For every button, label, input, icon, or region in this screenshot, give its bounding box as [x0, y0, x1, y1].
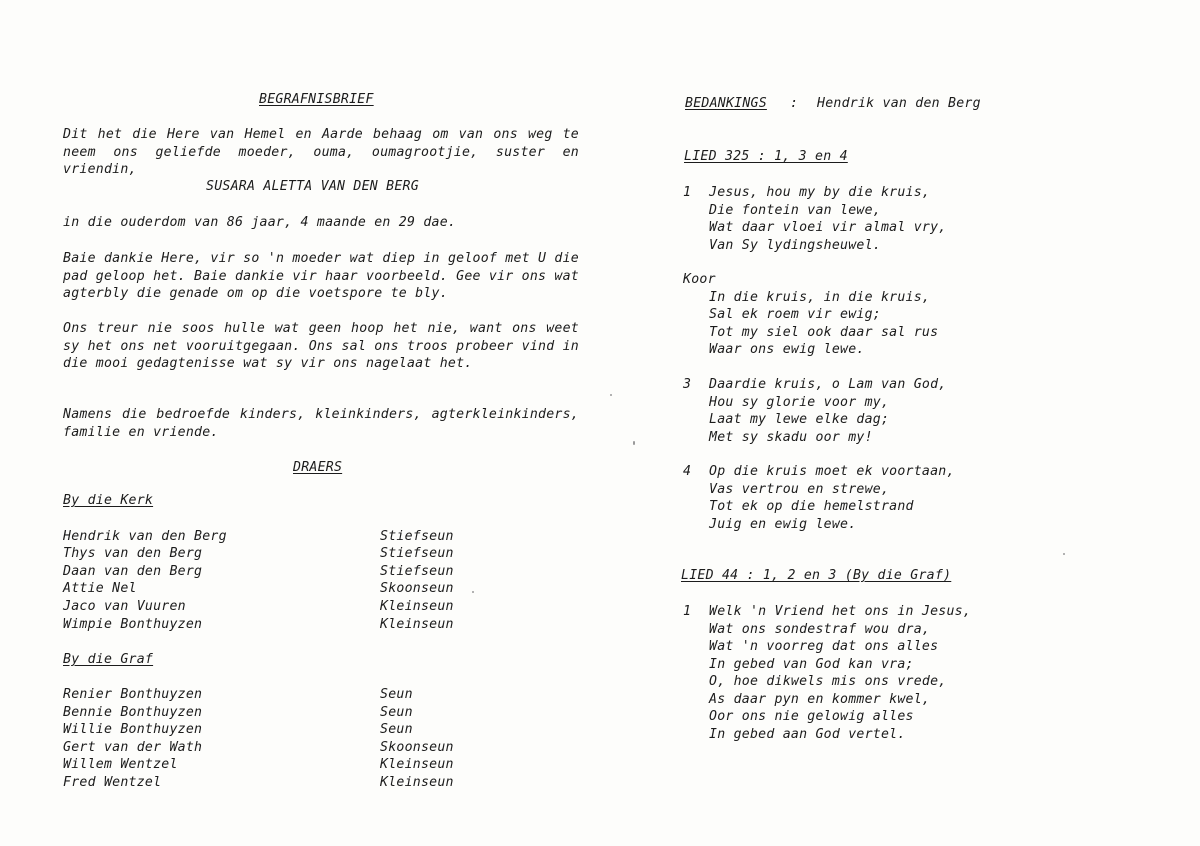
bearer-name: Attie Nel — [63, 581, 137, 596]
hymn-44-verse-1 — [683, 603, 971, 743]
verse-line: In gebed aan God vertel. — [709, 726, 906, 742]
paper-speck — [1063, 553, 1065, 555]
bearer-row — [0, 722, 600, 740]
verse-line: Tot my siel ook daar sal rus — [709, 324, 939, 340]
bearer-row — [0, 564, 600, 582]
acknowledgements-separator: : — [790, 96, 799, 111]
verse-line: Hou sy glorie voor my, — [709, 394, 890, 410]
bearer-relation: Skoonseun — [380, 740, 454, 755]
age-line: in die ouderdom van 86 jaar, 4 maande en 29 dae. — [63, 215, 457, 230]
chorus-label: Koor — [683, 272, 716, 287]
church-bearers-heading: By die Kerk — [63, 493, 154, 508]
verse-line: Tot ek op die hemelstrand — [709, 499, 914, 514]
bearer-row — [0, 617, 600, 635]
verse-line: Wat 'n voorreg dat ons alles — [709, 639, 939, 654]
bearer-name: Thys van den Berg — [63, 546, 203, 561]
bearer-relation: Stiefseun — [380, 546, 454, 561]
verse-line: In gebed van God kan vra; — [709, 656, 914, 672]
grave-bearers-heading: By die Graf — [63, 652, 154, 667]
thanks-paragraph: Baie dankie Here, vir so 'n moeder wat diep in geloof met U die pad geloop het. Baie dankie vir haar voorbeeld. Gee vir ons wat agterbly die genade om op die voetspore te bly. — [63, 251, 579, 301]
verse-line: Daardie kruis, o Lam van God, — [709, 377, 947, 392]
bearer-relation: Kleinseun — [380, 617, 454, 632]
acknowledgements-name: Hendrik van den Berg — [817, 96, 981, 111]
paper-speck — [610, 394, 612, 396]
bearer-name: Daan van den Berg — [63, 564, 203, 579]
verse-number: 1 — [683, 185, 692, 200]
bearer-relation: Kleinseun — [380, 757, 454, 772]
deceased-name: SUSARA ALETTA VAN DEN BERG — [206, 179, 419, 194]
bearer-relation: Kleinseun — [380, 599, 454, 614]
bearer-name: Willie Bonthuyzen — [63, 722, 203, 737]
bearer-row — [0, 599, 600, 617]
paper-speck — [472, 591, 474, 593]
bearer-row — [0, 529, 600, 547]
verse-line: Van Sy lydingsheuwel. — [709, 237, 881, 253]
bearer-relation: Seun — [380, 722, 413, 737]
verse-line: Vas vertrou en strewe, — [709, 481, 890, 497]
bearer-name: Renier Bonthuyzen — [63, 687, 203, 702]
verse-line: Juig en ewig lewe. — [709, 516, 857, 532]
verse-line: Wat daar vloei vir almal vry, — [709, 220, 947, 235]
bearer-name: Bennie Bonthuyzen — [63, 705, 203, 720]
bearer-row — [0, 757, 600, 775]
intro-paragraph: Dit het die Here van Hemel en Aarde behaag om van ons weg te neem ons geliefde moeder, ouma, oumagrootjie, suster en vriendin, — [63, 127, 579, 177]
bearer-relation: Seun — [380, 705, 413, 720]
verse-number: 1 — [683, 604, 692, 619]
bearer-name: Fred Wentzel — [63, 775, 162, 790]
bearer-relation: Skoonseun — [380, 581, 454, 596]
hope-paragraph: Ons treur nie soos hulle wat geen hoop het nie, want ons weet sy het ons net vooruitgegaan. Ons sal ons troos probeer vind in die mooi gedagtenisse wat sy vir ons nagelaat het. — [63, 321, 579, 371]
hymn-325-heading: LIED 325 : 1, 3 en 4 — [684, 149, 848, 164]
verse-line: Op die kruis moet ek voortaan, — [709, 464, 955, 479]
verse-line: Waar ons ewig lewe. — [709, 342, 865, 357]
hymn-325-verse-1 — [683, 184, 947, 254]
hymn-325-chorus — [683, 271, 938, 359]
bearer-relation: Kleinseun — [380, 775, 454, 790]
verse-line: Jesus, hou my by die kruis, — [709, 185, 931, 200]
bearer-relation: Stiefseun — [380, 529, 454, 544]
hymn-325-verse-4 — [683, 463, 955, 533]
bearer-name: Hendrik van den Berg — [63, 529, 227, 544]
verse-number: 3 — [683, 377, 692, 392]
bearer-row — [0, 740, 600, 758]
verse-line: Welk 'n Vriend het ons in Jesus, — [709, 604, 972, 619]
bearer-row — [0, 581, 600, 599]
hymn-325-verse-3 — [683, 376, 947, 446]
verse-line: Oor ons nie gelowig alles — [709, 709, 914, 724]
bearer-name: Wimpie Bonthuyzen — [63, 617, 203, 632]
paper-speck — [633, 441, 635, 445]
verse-line: Sal ek roem vir ewig; — [709, 307, 881, 322]
bearer-relation: Stiefseun — [380, 564, 454, 579]
document-title: BEGRAFNISBRIEF — [259, 92, 374, 107]
verse-line: O, hoe dikwels mis ons vrede, — [709, 674, 947, 689]
verse-line: In die kruis, in die kruis, — [709, 289, 931, 305]
bearer-row — [0, 546, 600, 564]
bearer-row — [0, 687, 600, 705]
bearer-relation: Seun — [380, 687, 413, 702]
bearer-name: Jaco van Vuuren — [63, 599, 186, 614]
verse-number: 4 — [683, 464, 692, 479]
bearer-name: Willem Wentzel — [63, 757, 178, 772]
pallbearers-heading: DRAERS — [293, 460, 343, 475]
verse-line: Laat my lewe elke dag; — [709, 412, 890, 427]
bearer-name: Gert van der Wath — [63, 740, 203, 755]
hymn-44-heading: LIED 44 : 1, 2 en 3 (By die Graf) — [681, 568, 952, 583]
bearer-row — [0, 775, 600, 793]
family-paragraph: Namens die bedroefde kinders, kleinkinders, agterkleinkinders, familie en vriende. — [63, 407, 579, 440]
acknowledgements-label: BEDANKINGS — [685, 96, 767, 111]
verse-line: Met sy skadu oor my! — [709, 429, 873, 445]
bearer-row — [0, 705, 600, 723]
verse-line: As daar pyn en kommer kwel, — [709, 691, 931, 707]
verse-line: Wat ons sondestraf wou dra, — [709, 621, 931, 637]
verse-line: Die fontein van lewe, — [709, 202, 881, 218]
